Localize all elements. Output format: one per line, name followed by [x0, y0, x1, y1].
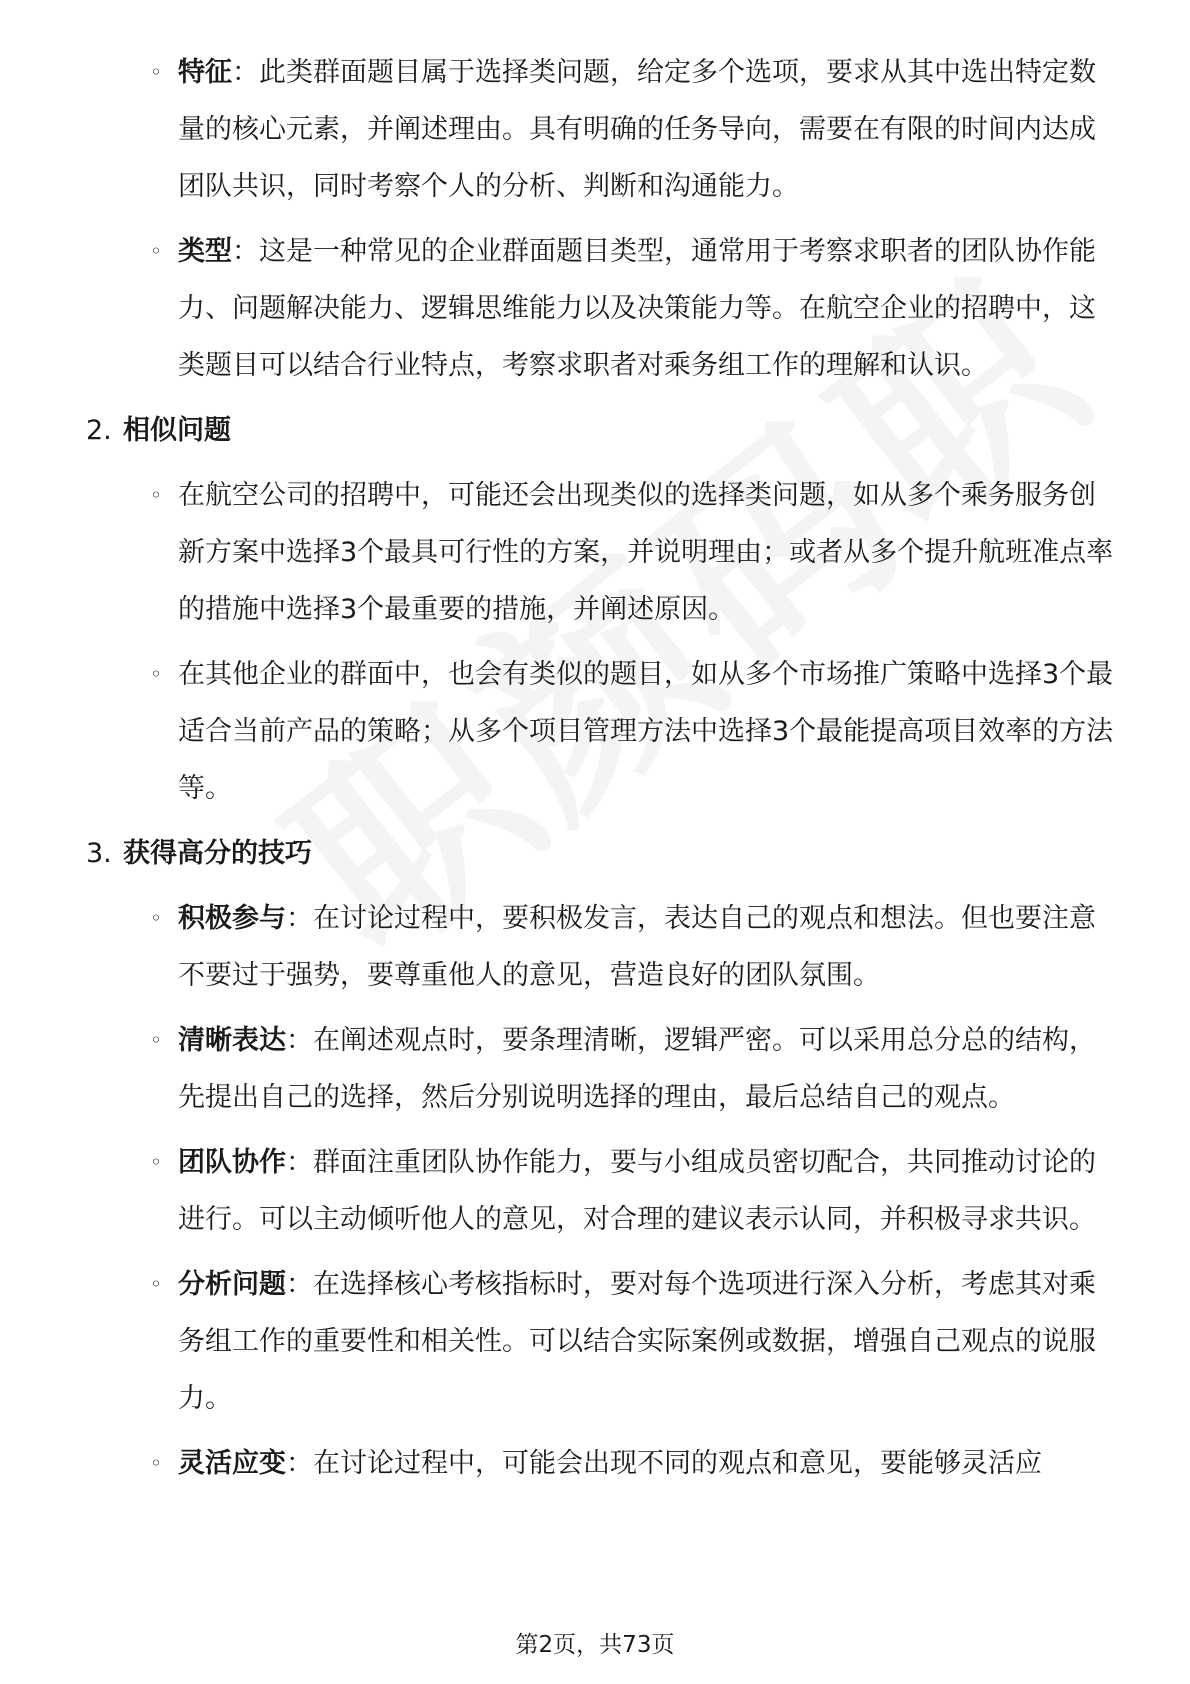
- bullet-icon: ◦: [150, 239, 162, 263]
- list-item-type: [0, 223, 1190, 394]
- bullet-icon: ◦: [150, 906, 162, 930]
- item-label: 团队协作: [178, 1147, 286, 1178]
- item-label: 灵活应变: [178, 1448, 286, 1479]
- item-text: ：在讨论过程中，可能会出现不同的观点和意见，要能够灵活应: [286, 1448, 1042, 1479]
- bullet-icon: ◦: [150, 1272, 162, 1296]
- section-heading-tips: [0, 825, 1190, 882]
- list-item-express: [0, 1012, 1190, 1126]
- bullet-icon: ◦: [150, 1028, 162, 1052]
- list-item-feature: [0, 44, 1190, 215]
- item-text: 在其他企业的群面中，也会有类似的题目，如从多个市场推广策略中选择3个最适合当前产品的策略；从多个项目管理方法中选择3个最能提高项目效率的方法等。: [178, 659, 1114, 804]
- item-label: 清晰表达: [178, 1025, 286, 1056]
- section-title: 获得高分的技巧: [123, 838, 312, 869]
- list-item-teamwork: [0, 1134, 1190, 1248]
- section-title: 相似问题: [123, 415, 231, 446]
- section-number: 2.: [86, 415, 112, 446]
- item-text: ：这是一种常见的企业群面题目类型，通常用于考察求职者的团队协作能力、问题解决能力、逻辑思维能力以及决策能力等。在航空企业的招聘中，这类题目可以结合行业特点，考察求职者对乘务组工作的理解和认识。: [178, 236, 1096, 381]
- bullet-icon: ◦: [150, 662, 162, 686]
- bullet-icon: ◦: [150, 1451, 162, 1475]
- list-item: [0, 646, 1190, 817]
- item-text: 在航空公司的招聘中，可能还会出现类似的选择类问题，如从多个乘务服务创新方案中选择3个最具可行性的方案，并说明理由；或者从多个提升航班准点率的措施中选择3个最重要的措施，并阐述原因。: [178, 480, 1114, 625]
- item-text: ：群面注重团队协作能力，要与小组成员密切配合，共同推动讨论的进行。可以主动倾听他人的意见，对合理的建议表示认同，并积极寻求共识。: [178, 1147, 1096, 1235]
- page-footer: 第2页，共73页: [515, 1632, 675, 1658]
- list-item-participate: [0, 890, 1190, 1004]
- section-number: 3.: [86, 838, 112, 869]
- list-item: [0, 467, 1190, 638]
- item-text: ：在选择核心考核指标时，要对每个选项进行深入分析，考虑其对乘务组工作的重要性和相关性。可以结合实际案例或数据，增强自己观点的说服力。: [178, 1269, 1096, 1414]
- list-item-analyze: [0, 1256, 1190, 1427]
- bullet-icon: ◦: [150, 60, 162, 84]
- item-label: 特征: [178, 57, 232, 88]
- list-item-adapt: [0, 1435, 1190, 1492]
- item-label: 类型: [178, 236, 232, 267]
- item-text: ：在讨论过程中，要积极发言，表达自己的观点和想法。但也要注意不要过于强势，要尊重他人的意见，营造良好的团队氛围。: [178, 903, 1096, 991]
- bullet-icon: ◦: [150, 483, 162, 507]
- section-heading-similar: [0, 402, 1190, 459]
- item-label: 分析问题: [178, 1269, 286, 1300]
- item-text: ：在阐述观点时，要条理清晰，逻辑严密。可以采用总分总的结构，先提出自己的选择，然后分别说明选择的理由，最后总结自己的观点。: [178, 1025, 1096, 1113]
- item-text: ：此类群面题目属于选择类问题，给定多个选项，要求从其中选出特定数量的核心元素，并阐述理由。具有明确的任务导向，需要在有限的时间内达成团队共识，同时考察个人的分析、判断和沟通能力。: [178, 57, 1096, 202]
- bullet-icon: ◦: [150, 1150, 162, 1174]
- item-label: 积极参与: [178, 903, 286, 934]
